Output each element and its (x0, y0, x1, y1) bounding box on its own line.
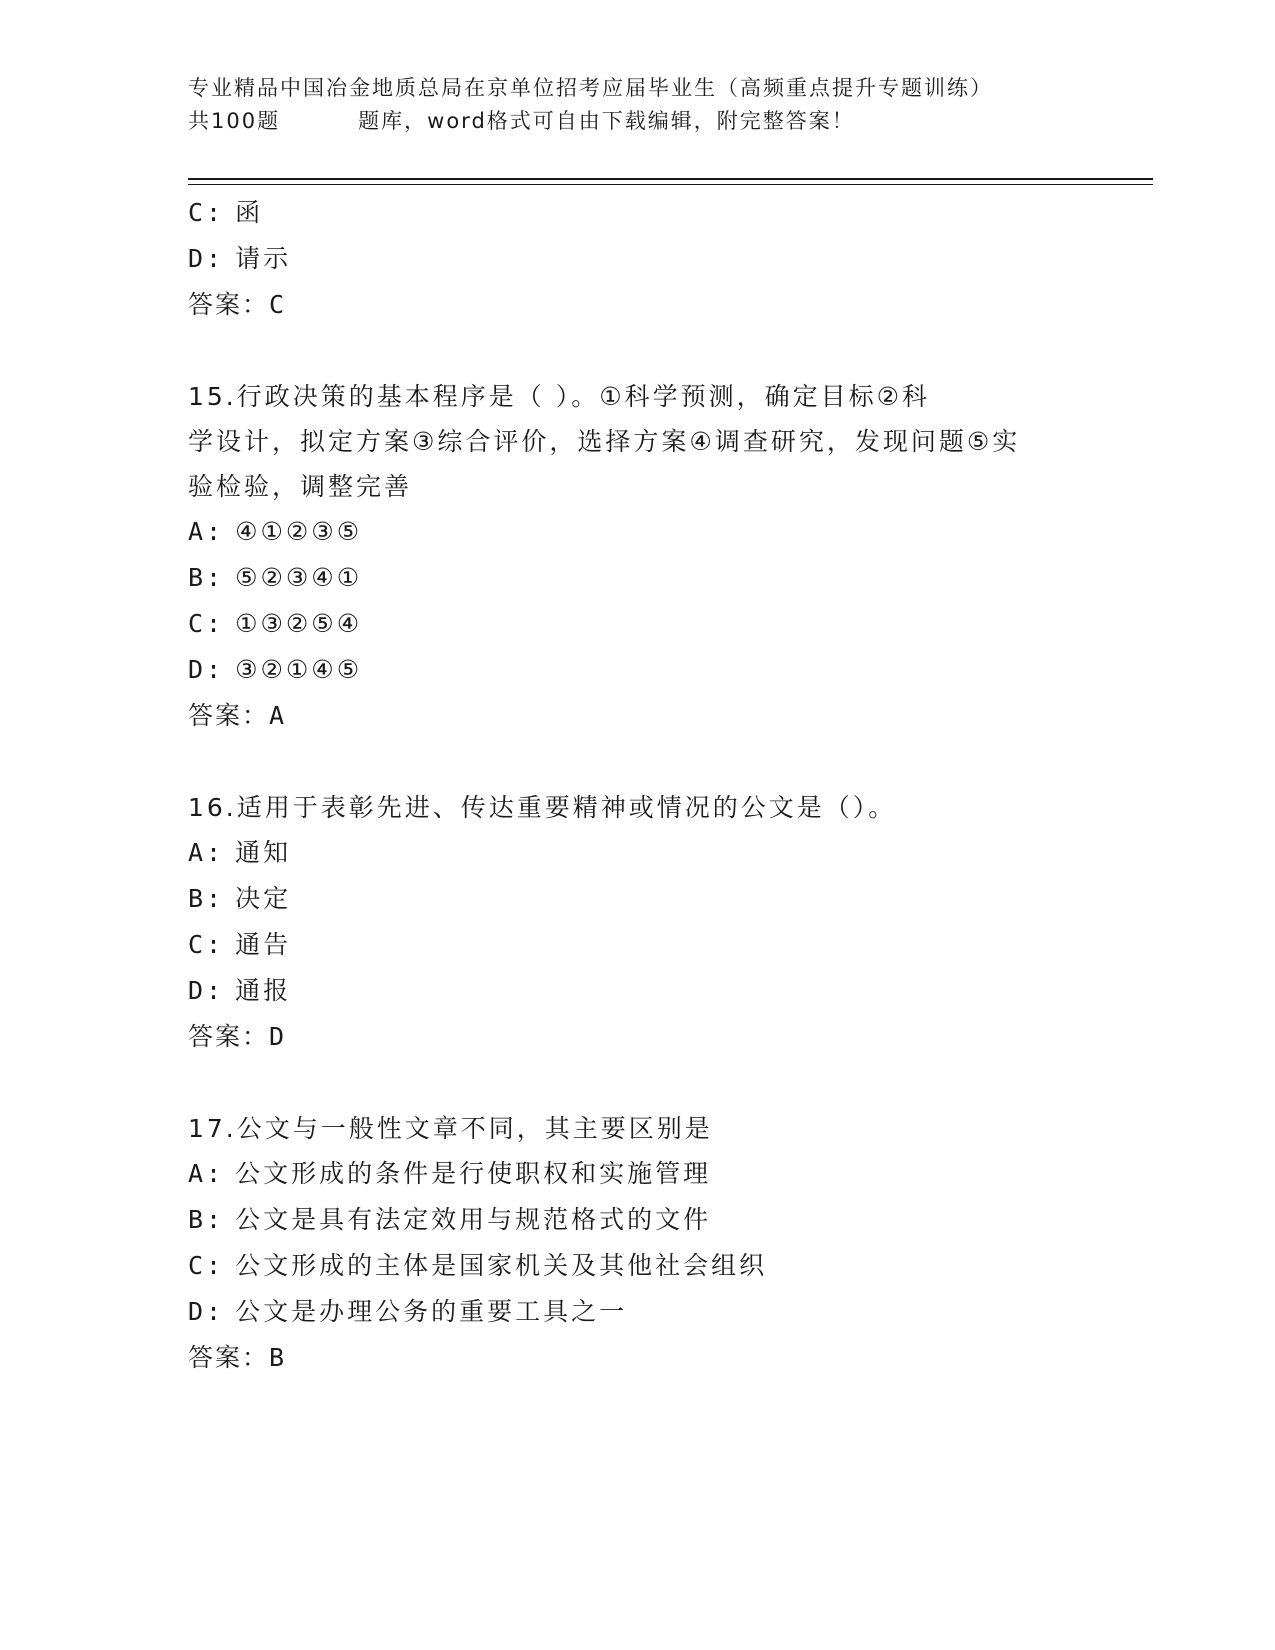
option-a (188, 509, 1088, 555)
answer-line (188, 1014, 1088, 1060)
answer-line (188, 282, 1088, 328)
option-letter: C: (188, 609, 225, 638)
question-15 (188, 374, 1088, 739)
option-c (188, 601, 1088, 647)
option-text: ①③②⑤④ (235, 609, 363, 638)
option-letter: D: (188, 655, 225, 684)
option-c (188, 922, 1088, 968)
option-text: 公文是办理公务的重要工具之一 (235, 1297, 628, 1326)
option-letter: D: (188, 1297, 225, 1326)
answer-value: C (269, 290, 287, 319)
header-subtitle: 共100题 题库，word格式可自由下载编辑，附完整答案！ (188, 109, 855, 133)
answer-line (188, 693, 1088, 739)
option-text: 公文是具有法定效用与规范格式的文件 (235, 1205, 712, 1234)
option-b (188, 555, 1088, 601)
answer-label: 答案： (188, 701, 270, 730)
question-list (188, 190, 1088, 1381)
question-text-line: 15.行政决策的基本程序是（ ）。①科学预测，确定目标②科 (188, 382, 931, 411)
option-text: 通知 (235, 838, 292, 867)
option-d (188, 1289, 1088, 1335)
option-letter: C: (188, 1251, 225, 1280)
header-title: 专业精品中国冶金地质总局在京单位招考应届毕业生（高频重点提升专题训练） (188, 76, 993, 100)
option-text: 请示 (235, 244, 292, 273)
option-letter: B: (188, 563, 225, 592)
option-a (188, 830, 1088, 876)
option-letter: C: (188, 930, 225, 959)
option-c (188, 190, 1088, 236)
question-17 (188, 1106, 1088, 1381)
prev-question-block (188, 190, 1088, 328)
question-text-line: 验检验，调整完善 (188, 472, 413, 501)
answer-value: D (269, 1022, 287, 1051)
option-text: ③②①④⑤ (235, 655, 363, 684)
option-letter: A: (188, 517, 225, 546)
option-text: 决定 (235, 884, 292, 913)
option-text: 公文形成的条件是行使职权和实施管理 (235, 1159, 712, 1188)
header-rule-thick (188, 178, 1153, 180)
answer-value: A (269, 701, 287, 730)
option-d (188, 968, 1088, 1014)
question-text-line: 学设计，拟定方案③综合评价，选择方案④调查研究，发现问题⑤实 (188, 427, 1021, 456)
option-letter: D: (188, 244, 225, 273)
answer-label: 答案： (188, 1022, 270, 1051)
option-text: 函 (235, 198, 264, 227)
option-text: ④①②③⑤ (235, 517, 363, 546)
option-letter: C: (188, 198, 225, 227)
answer-value: B (269, 1343, 287, 1372)
option-d (188, 647, 1088, 693)
header-rule-thin (188, 184, 1153, 185)
option-text: 公文形成的主体是国家机关及其他社会组织 (235, 1251, 768, 1280)
answer-label: 答案： (188, 1343, 270, 1372)
option-letter: A: (188, 1159, 225, 1188)
answer-label: 答案： (188, 290, 270, 319)
option-text: 通报 (235, 976, 292, 1005)
question-text-line: 17.公文与一般性文章不同，其主要区别是 (188, 1114, 713, 1143)
option-b (188, 876, 1088, 922)
option-b (188, 1197, 1088, 1243)
option-letter: A: (188, 838, 225, 867)
answer-line (188, 1335, 1088, 1381)
question-text-line: 16.适用于表彰先进、传达重要精神或情况的公文是（）。 (188, 793, 897, 822)
option-c (188, 1243, 1088, 1289)
option-letter: B: (188, 884, 225, 913)
option-text: ⑤②③④① (235, 563, 363, 592)
option-d (188, 236, 1088, 282)
option-text: 通告 (235, 930, 292, 959)
document-header (188, 72, 1148, 138)
option-letter: B: (188, 1205, 225, 1234)
option-letter: D: (188, 976, 225, 1005)
option-a (188, 1151, 1088, 1197)
question-16 (188, 785, 1088, 1060)
